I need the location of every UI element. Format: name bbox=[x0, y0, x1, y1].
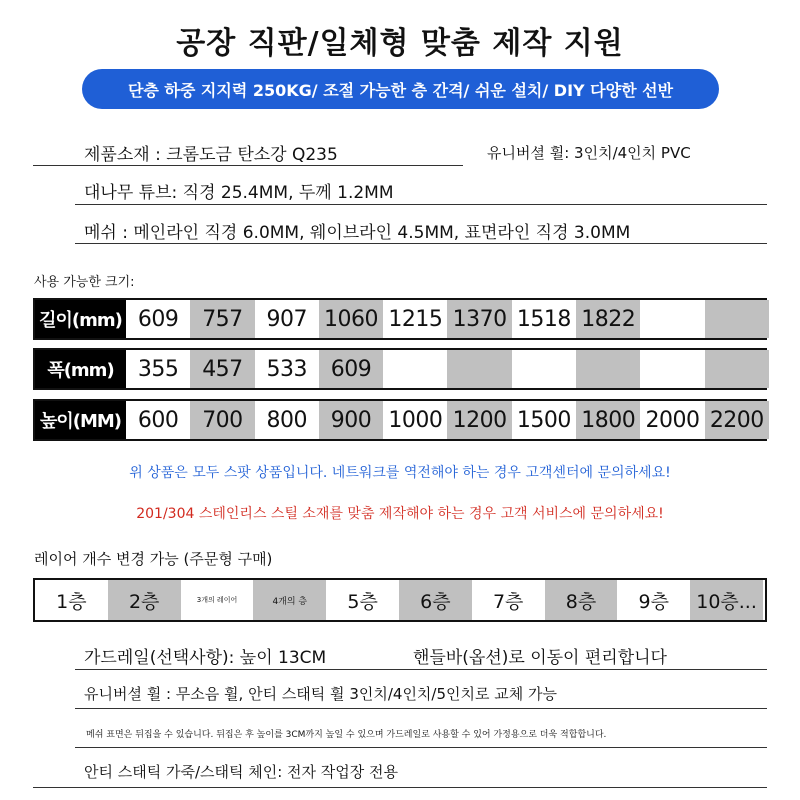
width-row bbox=[33, 348, 767, 390]
length-cell: 609 bbox=[137, 306, 179, 332]
layer-option[interactable]: 7층 bbox=[492, 590, 524, 613]
length-cell bbox=[705, 300, 769, 338]
spec-material: 제품소재 : 크롬도금 탄소강 Q235 bbox=[84, 145, 338, 165]
divider-line bbox=[75, 669, 767, 670]
height-cell: 1000 bbox=[388, 407, 443, 433]
height-cell: 600 bbox=[137, 407, 179, 433]
guardrail-feature: 가드레일(선택사항): 높이 13CM bbox=[84, 648, 327, 668]
length-cell: 1518 bbox=[516, 306, 571, 332]
width-cell: 457 bbox=[190, 350, 254, 388]
width-header: 폭(mm) bbox=[35, 350, 126, 388]
length-cell: 907 bbox=[266, 306, 307, 332]
width-cell: 609 bbox=[319, 350, 383, 388]
length-cell: 1060 bbox=[319, 300, 383, 338]
handle-feature: 핸들바(옵션)로 이동이 편리합니다 bbox=[413, 648, 667, 668]
width-cell bbox=[576, 350, 640, 388]
antistatic-feature: 안티 스태틱 가죽/스태틱 체인: 전자 작업장 전용 bbox=[84, 763, 399, 781]
stainless-note: 201/304 스테인리스 스틸 소재를 맞춤 제작해야 하는 경우 고객 서비스에 문의하세요! bbox=[136, 506, 664, 522]
width-cell bbox=[512, 350, 576, 388]
height-cell: 700 bbox=[190, 401, 254, 439]
length-header: 길이(mm) bbox=[35, 300, 126, 338]
length-row bbox=[33, 298, 767, 340]
page-title: 공장 직판/일체형 맞춤 제작 지원 bbox=[176, 26, 624, 61]
height-row bbox=[33, 399, 767, 441]
divider-line bbox=[33, 787, 767, 788]
length-cell: 1215 bbox=[388, 306, 443, 332]
layer-option[interactable]: 3개의 레이어 bbox=[196, 596, 238, 604]
height-cell: 2000 bbox=[645, 407, 700, 433]
height-cell: 1500 bbox=[516, 407, 571, 433]
divider-line bbox=[75, 747, 767, 748]
length-cell: 1370 bbox=[447, 300, 511, 338]
layer-option[interactable]: 4개의 층 bbox=[253, 580, 326, 620]
divider-line bbox=[75, 204, 767, 205]
height-cell: 1200 bbox=[447, 401, 511, 439]
sizes-label: 사용 가능한 크기: bbox=[34, 275, 135, 290]
layer-option[interactable]: 9층 bbox=[638, 590, 669, 613]
width-cell: 533 bbox=[266, 356, 307, 382]
height-cell: 2200 bbox=[705, 401, 769, 439]
layer-option[interactable]: 8층 bbox=[545, 580, 618, 620]
width-cell: 355 bbox=[137, 356, 179, 382]
flip-feature: 메쉬 표면은 뒤집을 수 있습니다. 뒤집은 후 높이를 3CM까지 높일 수 있으며 가드레일로 사용할 수 있어 가정용으로 더욱 적합합니다. bbox=[86, 730, 607, 740]
layer-option[interactable]: 1층 bbox=[56, 590, 87, 613]
height-header: 높이(MM) bbox=[35, 401, 126, 439]
spec-wheel: 유니버셜 휠: 3인치/4인치 PVC bbox=[487, 144, 691, 162]
height-cell: 900 bbox=[319, 401, 383, 439]
divider-line bbox=[75, 708, 767, 709]
layers-label: 레이어 개수 변경 가능 (주문형 구매) bbox=[34, 550, 273, 568]
layer-options-row bbox=[33, 578, 767, 622]
divider-line bbox=[75, 243, 767, 244]
wheel-feature: 유니버셜 휠 : 무소음 휠, 안티 스태틱 휠 3인치/4인치/5인치로 교체 가능 bbox=[84, 685, 557, 703]
width-cell bbox=[383, 350, 447, 388]
layer-option[interactable]: 2층 bbox=[108, 580, 181, 620]
spot-note: 위 상품은 모두 스팟 상품입니다. 네트워크를 역전해야 하는 경우 고객센터에 문의하세요! bbox=[129, 465, 671, 481]
width-cell bbox=[640, 350, 704, 388]
layer-option[interactable]: 6층 bbox=[399, 580, 472, 620]
length-cell: 1822 bbox=[576, 300, 640, 338]
width-cell bbox=[447, 350, 511, 388]
length-cell bbox=[640, 300, 704, 338]
spec-tube: 대나무 튜브: 직경 25.4MM, 두께 1.2MM bbox=[84, 183, 394, 203]
divider-line bbox=[33, 165, 463, 166]
height-cell: 1800 bbox=[576, 401, 640, 439]
layer-option[interactable]: 10층... bbox=[690, 580, 763, 620]
feature-banner: 단층 하중 지지력 250KG/ 조절 가능한 층 간격/ 쉬운 설치/ DIY 다양한 선반 bbox=[82, 69, 719, 109]
spec-mesh: 메쉬 : 메인라인 직경 6.0MM, 웨이브라인 4.5MM, 표면라인 직경 3.0MM bbox=[84, 223, 631, 243]
height-cell: 800 bbox=[266, 407, 307, 433]
layer-option[interactable]: 5층 bbox=[347, 590, 378, 613]
width-cell bbox=[705, 350, 769, 388]
length-cell: 757 bbox=[190, 300, 254, 338]
